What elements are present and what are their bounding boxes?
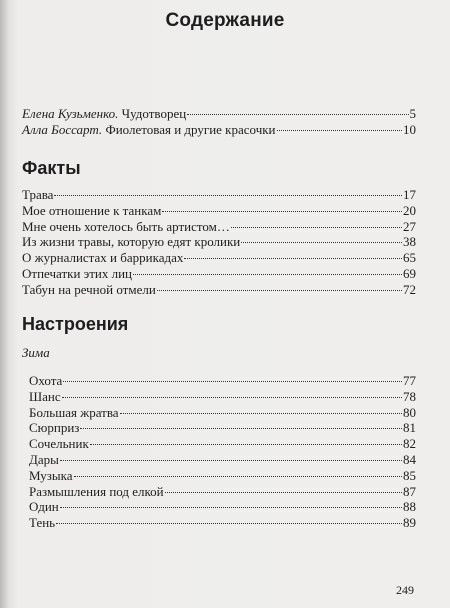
toc-entry <box>22 250 416 266</box>
toc-entry <box>22 219 416 235</box>
toc-entry <box>22 282 416 298</box>
leader-dots <box>231 227 402 228</box>
entry-title: Из жизни травы, которую едят кролики <box>22 234 241 250</box>
toc-entry <box>22 203 416 219</box>
toc-entry <box>29 499 416 515</box>
subsection-title: Зима <box>22 345 50 360</box>
toc-entry <box>22 106 416 122</box>
toc-entry <box>29 373 416 389</box>
leader-dots <box>54 195 402 196</box>
leader-dots <box>157 290 402 291</box>
page-spine-shadow <box>0 0 8 608</box>
entry-title: Трава <box>22 187 54 202</box>
toc-entry <box>22 266 416 282</box>
entry-title: Один <box>29 499 59 515</box>
entry-page: 84 <box>403 451 416 467</box>
entry-page: 87 <box>403 483 416 499</box>
toc-entry <box>22 187 416 203</box>
entry-page: 38 <box>403 234 416 250</box>
entry-title: Шанс <box>29 388 61 404</box>
entry-title: О журналистах и баррикадах <box>22 250 184 266</box>
entry-page: 20 <box>403 202 416 218</box>
entry-page: 69 <box>403 265 416 281</box>
leader-dots <box>277 130 402 131</box>
toc-entry <box>29 405 416 421</box>
entry-page: 82 <box>403 436 416 452</box>
entry-page: 5 <box>409 106 416 121</box>
intro-section <box>22 106 416 138</box>
entry-page: 77 <box>403 373 416 388</box>
toc-entry <box>29 436 416 452</box>
leader-dots <box>80 428 402 429</box>
leader-dots <box>62 397 402 398</box>
entry-page: 78 <box>403 388 416 404</box>
entry-title: Чудотворец <box>118 106 187 121</box>
entry-title: Отпечатки этих лиц <box>22 265 133 281</box>
entry-title: Сюрприз <box>29 420 80 436</box>
leader-dots <box>162 211 402 212</box>
entry-title: Дары <box>29 451 59 467</box>
toc-entry <box>29 515 416 531</box>
leader-dots <box>60 507 402 508</box>
page-number: 249 <box>396 583 414 597</box>
entry-page: 81 <box>403 420 416 436</box>
entry-page: 65 <box>403 250 416 266</box>
leader-dots <box>184 258 402 259</box>
section-title: Факты <box>22 158 81 178</box>
toc-entry <box>22 234 416 250</box>
entry-title: Музыка <box>29 467 73 483</box>
moods-section <box>22 314 416 531</box>
entry-page: 80 <box>403 404 416 420</box>
contents-heading: Содержание <box>165 10 285 31</box>
entry-page: 89 <box>403 515 416 531</box>
entry-title: Табун на речной отмели <box>22 281 156 297</box>
leader-dots <box>60 460 402 461</box>
entry-title: Большая жратва <box>29 404 119 420</box>
leader-dots <box>165 492 402 493</box>
leader-dots <box>74 476 403 477</box>
entry-title: Размышления под елкой <box>29 483 164 499</box>
leader-dots <box>241 242 402 243</box>
leader-dots <box>133 274 402 275</box>
entry-page: 88 <box>403 499 416 515</box>
entry-author: Алла Боссарт. <box>22 121 103 137</box>
entry-page: 72 <box>403 281 416 297</box>
leader-dots <box>90 444 402 445</box>
toc-entry <box>29 468 416 484</box>
entry-page: 27 <box>403 218 416 234</box>
toc-entry <box>29 484 416 500</box>
entry-title: Мне очень хотелось быть артистом… <box>22 218 230 234</box>
entry-title: Сочельник <box>29 436 89 452</box>
entry-page: 10 <box>403 121 416 137</box>
entry-title: Охота <box>29 373 63 388</box>
entry-title: Мое отношение к танкам <box>22 202 162 218</box>
entry-page: 85 <box>403 467 416 483</box>
leader-dots <box>187 114 408 115</box>
toc-entry <box>22 122 416 138</box>
toc-entry <box>29 420 416 436</box>
leader-dots <box>63 381 402 382</box>
entry-author: Елена Кузьменко. <box>22 106 119 121</box>
section-title: Настроения <box>22 314 129 334</box>
entry-page: 17 <box>403 187 416 202</box>
facts-section <box>22 158 416 298</box>
toc-entry <box>29 389 416 405</box>
leader-dots <box>120 413 402 414</box>
toc-entry <box>29 452 416 468</box>
entry-title: Тень <box>29 515 56 531</box>
entry-title: Фиолетовая и другие красочки <box>102 121 276 137</box>
leader-dots <box>56 523 402 524</box>
